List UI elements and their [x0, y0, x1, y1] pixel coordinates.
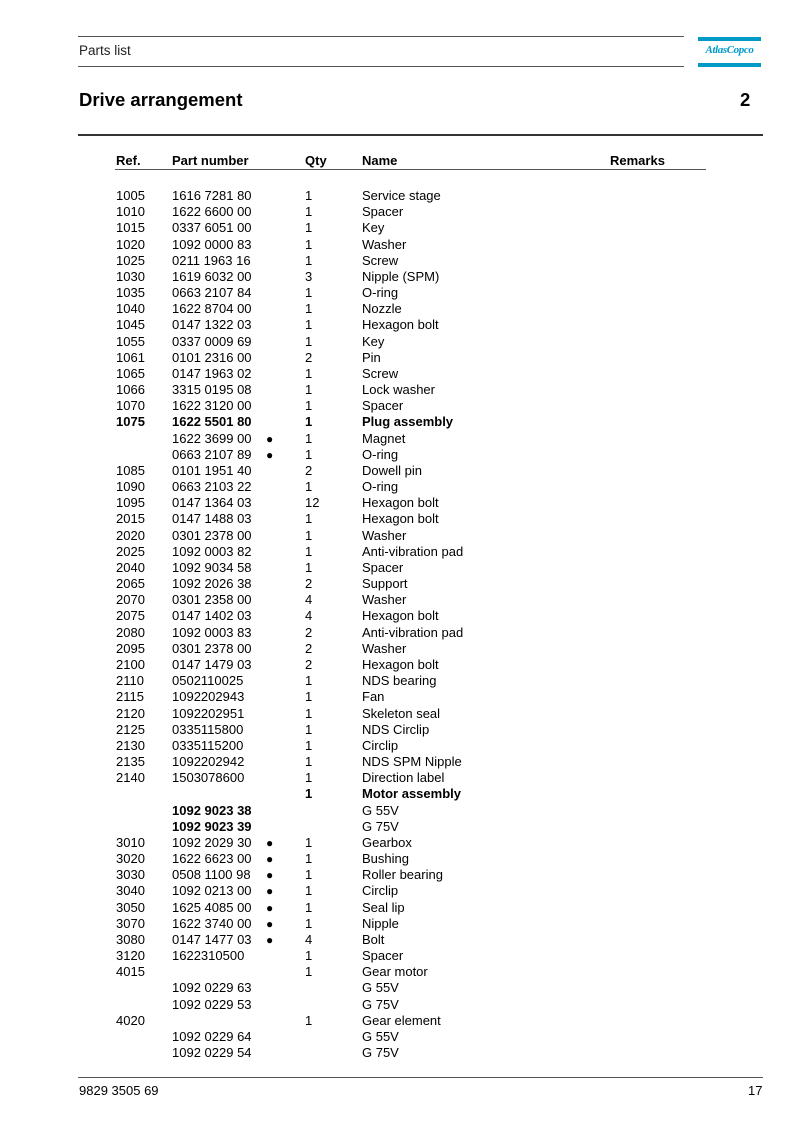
- table-row: [0, 706, 800, 722]
- table-row: [0, 673, 800, 689]
- part-number-cell: 0101 2316 00: [172, 349, 252, 365]
- page-number: 17: [748, 1083, 763, 1098]
- part-number-cell: 1622 6600 00: [172, 204, 252, 220]
- name-cell: Gear motor: [362, 964, 428, 980]
- ref-cell: 1066: [116, 382, 145, 398]
- name-cell: Spacer: [362, 948, 404, 964]
- name-cell: Gearbox: [362, 834, 412, 850]
- table-row: [0, 770, 800, 786]
- ref-cell: 1005: [116, 188, 145, 203]
- name-cell: Spacer: [362, 559, 404, 575]
- qty-cell: 1: [305, 333, 313, 349]
- qty-cell: 1: [305, 511, 313, 527]
- part-number-cell: 1092 0229 63: [172, 980, 252, 996]
- part-number-cell: 1625 4085 00: [172, 899, 252, 915]
- table-row: [0, 447, 800, 463]
- ref-cell: 1030: [116, 268, 145, 284]
- table-row: [0, 495, 800, 511]
- qty-cell: 3: [305, 268, 313, 284]
- ref-cell: 3070: [116, 915, 145, 931]
- part-number-cell: 1092 9023 39: [172, 818, 252, 834]
- part-number-cell: 0301 2378 00: [172, 640, 252, 656]
- ref-cell: 4020: [116, 1012, 145, 1028]
- qty-cell: 1: [305, 188, 313, 203]
- ref-cell: 2020: [116, 527, 145, 543]
- name-cell: Fan: [362, 689, 385, 705]
- part-number-cell: 0508 1100 98: [172, 867, 251, 883]
- qty-cell: 1: [305, 204, 313, 220]
- col-header-part-number: Part number: [172, 153, 249, 168]
- logo-text: AtlasCopco: [705, 44, 754, 56]
- table-row: [0, 738, 800, 754]
- ref-cell: 2040: [116, 559, 145, 575]
- ref-cell: 1085: [116, 462, 145, 478]
- ref-cell: 2100: [116, 656, 145, 672]
- parts-table: [0, 188, 800, 1061]
- table-row: [0, 786, 800, 802]
- part-number-cell: 0147 1488 03: [172, 511, 252, 527]
- part-number-cell: 0147 1402 03: [172, 608, 252, 624]
- qty-cell: 1: [305, 527, 313, 543]
- name-cell: Anti-vibration pad: [362, 543, 464, 559]
- part-number-cell: 0301 2358 00: [172, 592, 252, 608]
- part-number-cell: 1092 9034 58: [172, 559, 252, 575]
- bullet-icon: ●: [266, 835, 274, 850]
- qty-cell: 1: [305, 689, 313, 705]
- name-cell: Spacer: [362, 204, 404, 220]
- part-number-cell: 1622 6623 00: [172, 851, 252, 867]
- bullet-icon: ●: [266, 447, 274, 462]
- table-row: [0, 382, 800, 398]
- part-number-cell: 0335115800: [172, 721, 244, 737]
- ref-cell: 1061: [116, 349, 145, 365]
- table-row: [0, 657, 800, 673]
- ref-cell: 1090: [116, 479, 145, 495]
- name-cell: G 75V: [362, 818, 399, 834]
- qty-cell: 1: [305, 899, 313, 915]
- name-cell: Washer: [362, 527, 407, 543]
- name-cell: G 55V: [362, 1028, 399, 1044]
- part-number-cell: 1092 0003 82: [172, 543, 252, 559]
- table-row: [0, 592, 800, 608]
- qty-cell: 1: [305, 543, 313, 559]
- ref-cell: 1045: [116, 317, 145, 333]
- name-cell: NDS Circlip: [362, 721, 430, 737]
- part-number-cell: 0147 1963 02: [172, 365, 252, 381]
- table-row: [0, 980, 800, 996]
- part-number-cell: 1622 3740 00: [172, 915, 252, 931]
- name-cell: G 55V: [362, 802, 399, 818]
- part-number-cell: 1092202943: [172, 689, 245, 705]
- qty-cell: 1: [305, 301, 313, 317]
- name-cell: NDS SPM Nipple: [362, 754, 462, 770]
- ref-cell: 2095: [116, 640, 145, 656]
- name-cell: Service stage: [362, 188, 441, 203]
- qty-cell: 1: [305, 285, 313, 301]
- name-cell: Key: [362, 333, 385, 349]
- bullet-icon: ●: [266, 932, 274, 947]
- table-row: [0, 366, 800, 382]
- col-header-remarks: Remarks: [610, 153, 665, 168]
- ref-cell: 2075: [116, 608, 145, 624]
- ref-cell: 3020: [116, 851, 145, 867]
- ref-cell: 1040: [116, 301, 145, 317]
- ref-cell: 1025: [116, 252, 145, 268]
- table-row: [0, 964, 800, 980]
- part-number-cell: 1092 2029 30: [172, 834, 252, 850]
- qty-cell: 2: [305, 349, 313, 365]
- qty-cell: 4: [305, 592, 313, 608]
- qty-cell: 1: [305, 414, 313, 430]
- ref-cell: 1020: [116, 236, 145, 252]
- section-title: Drive arrangement: [79, 89, 243, 110]
- table-row: [0, 948, 800, 964]
- table-row: [0, 220, 800, 236]
- name-cell: Lock washer: [362, 382, 435, 398]
- table-row: [0, 867, 800, 883]
- qty-cell: 1: [305, 721, 313, 737]
- name-cell: O-ring: [362, 285, 399, 301]
- qty-cell: 12: [305, 495, 320, 511]
- part-number-cell: 1092 9023 38: [172, 802, 252, 818]
- col-header-qty: Qty: [305, 153, 327, 168]
- bullet-icon: ●: [266, 884, 274, 899]
- name-cell: Circlip: [362, 737, 399, 753]
- col-header-ref: Ref.: [116, 153, 141, 168]
- name-cell: Washer: [362, 236, 407, 252]
- ref-cell: 2025: [116, 543, 145, 559]
- part-number-cell: 0663 2107 84: [172, 285, 252, 301]
- part-number-cell: 1622 5501 80: [172, 414, 252, 430]
- qty-cell: 2: [305, 656, 313, 672]
- part-number-cell: 1619 6032 00: [172, 268, 252, 284]
- table-row: [0, 253, 800, 269]
- part-number-cell: 1092202951: [172, 705, 245, 721]
- ref-cell: 2015: [116, 511, 145, 527]
- table-row: [0, 204, 800, 220]
- qty-cell: 1: [305, 382, 313, 398]
- qty-cell: 1: [305, 220, 313, 236]
- table-row: [0, 188, 800, 204]
- part-number-cell: 0101 1951 40: [172, 462, 252, 478]
- brand-logo: [698, 37, 761, 67]
- qty-cell: 1: [305, 915, 313, 931]
- name-cell: Seal lip: [362, 899, 405, 915]
- qty-cell: 1: [305, 770, 313, 786]
- ref-cell: 1055: [116, 333, 145, 349]
- table-row: [0, 916, 800, 932]
- table-row: [0, 463, 800, 479]
- table-row: [0, 334, 800, 350]
- ref-cell: 2115: [116, 689, 144, 705]
- name-cell: Hexagon bolt: [362, 511, 439, 527]
- col-header-name: Name: [362, 153, 398, 168]
- table-row: [0, 641, 800, 657]
- table-row: [0, 851, 800, 867]
- part-number-cell: 1092 0213 00: [172, 883, 252, 899]
- name-cell: G 75V: [362, 1045, 399, 1061]
- qty-cell: 1: [305, 834, 313, 850]
- ref-cell: 3080: [116, 931, 145, 947]
- table-row: [0, 237, 800, 253]
- table-row: [0, 431, 800, 447]
- qty-cell: 1: [305, 446, 313, 462]
- qty-cell: 1: [305, 317, 313, 333]
- ref-cell: 2110: [116, 673, 144, 689]
- table-row: [0, 301, 800, 317]
- title-rule: [78, 134, 763, 136]
- part-number-cell: 1616 7281 80: [172, 188, 252, 203]
- part-number-cell: 1092 0229 53: [172, 996, 252, 1012]
- ref-cell: 2125: [116, 721, 145, 737]
- qty-cell: 1: [305, 479, 313, 495]
- part-number-cell: 0147 1479 03: [172, 656, 252, 672]
- name-cell: O-ring: [362, 446, 399, 462]
- table-row: [0, 414, 800, 430]
- part-number-cell: 1092 0229 64: [172, 1028, 252, 1044]
- part-number-cell: 1092202942: [172, 754, 245, 770]
- name-cell: Anti-vibration pad: [362, 624, 464, 640]
- part-number-cell: 0663 2103 22: [172, 479, 252, 495]
- part-number-cell: 1622310500: [172, 948, 245, 964]
- ref-cell: 2135: [116, 754, 145, 770]
- qty-cell: 2: [305, 576, 313, 592]
- name-cell: Motor assembly: [362, 786, 461, 802]
- ref-cell: 2065: [116, 576, 145, 592]
- qty-cell: 1: [305, 786, 313, 802]
- qty-cell: 1: [305, 851, 313, 867]
- part-number-cell: 3315 0195 08: [172, 382, 252, 398]
- name-cell: Circlip: [362, 883, 399, 899]
- ref-cell: 3010: [116, 834, 145, 850]
- table-row: [0, 819, 800, 835]
- bullet-icon: ●: [266, 916, 274, 931]
- part-number-cell: 0147 1477 03: [172, 931, 252, 947]
- ref-cell: 1035: [116, 285, 145, 301]
- part-number-cell: 1092 0000 83: [172, 236, 252, 252]
- ref-cell: 2130: [116, 737, 145, 753]
- ref-cell: 1095: [116, 495, 145, 511]
- part-number-cell: 0147 1322 03: [172, 317, 252, 333]
- qty-cell: 1: [305, 559, 313, 575]
- name-cell: Direction label: [362, 770, 445, 786]
- qty-cell: 1: [305, 867, 313, 883]
- name-cell: Key: [362, 220, 385, 236]
- part-number-cell: 1092 0229 54: [172, 1045, 252, 1061]
- part-number-cell: 0663 2107 89: [172, 446, 252, 462]
- qty-cell: 4: [305, 608, 313, 624]
- name-cell: NDS bearing: [362, 673, 437, 689]
- table-row: [0, 689, 800, 705]
- header-label: Parts list: [79, 43, 131, 58]
- table-row: [0, 350, 800, 366]
- part-number-cell: 0502110025: [172, 673, 244, 689]
- logo-top-bar: [698, 37, 761, 41]
- table-row: [0, 560, 800, 576]
- name-cell: Skeleton seal: [362, 705, 441, 721]
- name-cell: Bushing: [362, 851, 409, 867]
- qty-cell: 1: [305, 964, 313, 980]
- footer-rule: [78, 1077, 763, 1078]
- qty-cell: 1: [305, 430, 313, 446]
- name-cell: Pin: [362, 349, 381, 365]
- table-row: [0, 997, 800, 1013]
- ref-cell: 2120: [116, 705, 145, 721]
- part-number-cell: 1622 3120 00: [172, 398, 252, 414]
- name-cell: Nozzle: [362, 301, 402, 317]
- ref-cell: 1070: [116, 398, 145, 414]
- table-row: [0, 722, 800, 738]
- name-cell: Dowell pin: [362, 462, 422, 478]
- qty-cell: 1: [305, 236, 313, 252]
- table-row: [0, 1013, 800, 1029]
- name-cell: Washer: [362, 592, 407, 608]
- header-bottom-rule: [78, 66, 684, 67]
- name-cell: G 55V: [362, 980, 399, 996]
- qty-cell: 1: [305, 1012, 313, 1028]
- part-number-cell: 0335115200: [172, 737, 244, 753]
- part-number-cell: 0211 1963 16: [172, 252, 251, 268]
- ref-cell: 2140: [116, 770, 145, 786]
- table-row: [0, 900, 800, 916]
- table-row: [0, 285, 800, 301]
- bullet-icon: ●: [266, 900, 274, 915]
- table-row: [0, 576, 800, 592]
- part-number-cell: 1622 8704 00: [172, 301, 252, 317]
- name-cell: Bolt: [362, 931, 385, 947]
- qty-cell: 4: [305, 931, 313, 947]
- qty-cell: 2: [305, 624, 313, 640]
- table-row: [0, 479, 800, 495]
- qty-cell: 1: [305, 398, 313, 414]
- name-cell: Screw: [362, 365, 399, 381]
- ref-cell: 1075: [116, 414, 145, 430]
- table-row: [0, 608, 800, 624]
- part-number-cell: 0337 6051 00: [172, 220, 252, 236]
- table-row: [0, 1045, 800, 1061]
- ref-cell: 3030: [116, 867, 145, 883]
- table-row: [0, 803, 800, 819]
- ref-cell: 3050: [116, 899, 145, 915]
- table-row: [0, 754, 800, 770]
- table-row: [0, 544, 800, 560]
- bullet-icon: ●: [266, 852, 274, 867]
- qty-cell: 1: [305, 673, 313, 689]
- ref-cell: 2080: [116, 624, 145, 640]
- table-row: [0, 625, 800, 641]
- header-top-rule: [78, 36, 684, 37]
- name-cell: Hexagon bolt: [362, 495, 439, 511]
- table-row: [0, 398, 800, 414]
- name-cell: Magnet: [362, 430, 406, 446]
- bullet-icon: ●: [266, 431, 274, 446]
- name-cell: Washer: [362, 640, 407, 656]
- ref-cell: 1065: [116, 365, 145, 381]
- table-row: [0, 835, 800, 851]
- name-cell: Plug assembly: [362, 414, 454, 430]
- ref-cell: 1010: [116, 204, 145, 220]
- name-cell: G 75V: [362, 996, 399, 1012]
- table-row: [0, 1029, 800, 1045]
- part-number-cell: 1092 2026 38: [172, 576, 252, 592]
- qty-cell: 1: [305, 705, 313, 721]
- part-number-cell: 1503078600: [172, 770, 245, 786]
- ref-cell: 3040: [116, 883, 145, 899]
- ref-cell: 4015: [116, 964, 145, 980]
- name-cell: Hexagon bolt: [362, 608, 439, 624]
- ref-cell: 1015: [116, 220, 145, 236]
- qty-cell: 1: [305, 252, 313, 268]
- name-cell: Nipple (SPM): [362, 268, 440, 284]
- qty-cell: 1: [305, 365, 313, 381]
- part-number-cell: 0147 1364 03: [172, 495, 252, 511]
- part-number-cell: 0301 2378 00: [172, 527, 252, 543]
- table-row: [0, 932, 800, 948]
- qty-cell: 1: [305, 883, 313, 899]
- table-row: [0, 528, 800, 544]
- name-cell: Roller bearing: [362, 867, 443, 883]
- qty-cell: 1: [305, 754, 313, 770]
- part-number-cell: 1622 3699 00: [172, 430, 252, 446]
- bullet-icon: ●: [266, 868, 274, 883]
- logo-bottom-bar: [698, 63, 761, 67]
- part-number-cell: 1092 0003 83: [172, 624, 252, 640]
- table-row: [0, 511, 800, 527]
- qty-cell: 2: [305, 640, 313, 656]
- document-number: 9829 3505 69: [79, 1083, 159, 1098]
- name-cell: Support: [362, 576, 408, 592]
- name-cell: Nipple: [362, 915, 399, 931]
- name-cell: Spacer: [362, 398, 404, 414]
- name-cell: Gear element: [362, 1012, 441, 1028]
- ref-cell: 2070: [116, 592, 145, 608]
- name-cell: Hexagon bolt: [362, 317, 439, 333]
- qty-cell: 1: [305, 737, 313, 753]
- name-cell: O-ring: [362, 479, 399, 495]
- name-cell: Hexagon bolt: [362, 656, 439, 672]
- table-row: [0, 317, 800, 333]
- qty-cell: 1: [305, 948, 313, 964]
- qty-cell: 2: [305, 462, 313, 478]
- table-row: [0, 269, 800, 285]
- table-header-rule: [115, 169, 706, 170]
- section-number: 2: [740, 89, 751, 110]
- name-cell: Screw: [362, 252, 399, 268]
- table-row: [0, 883, 800, 899]
- ref-cell: 3120: [116, 948, 145, 964]
- part-number-cell: 0337 0009 69: [172, 333, 252, 349]
